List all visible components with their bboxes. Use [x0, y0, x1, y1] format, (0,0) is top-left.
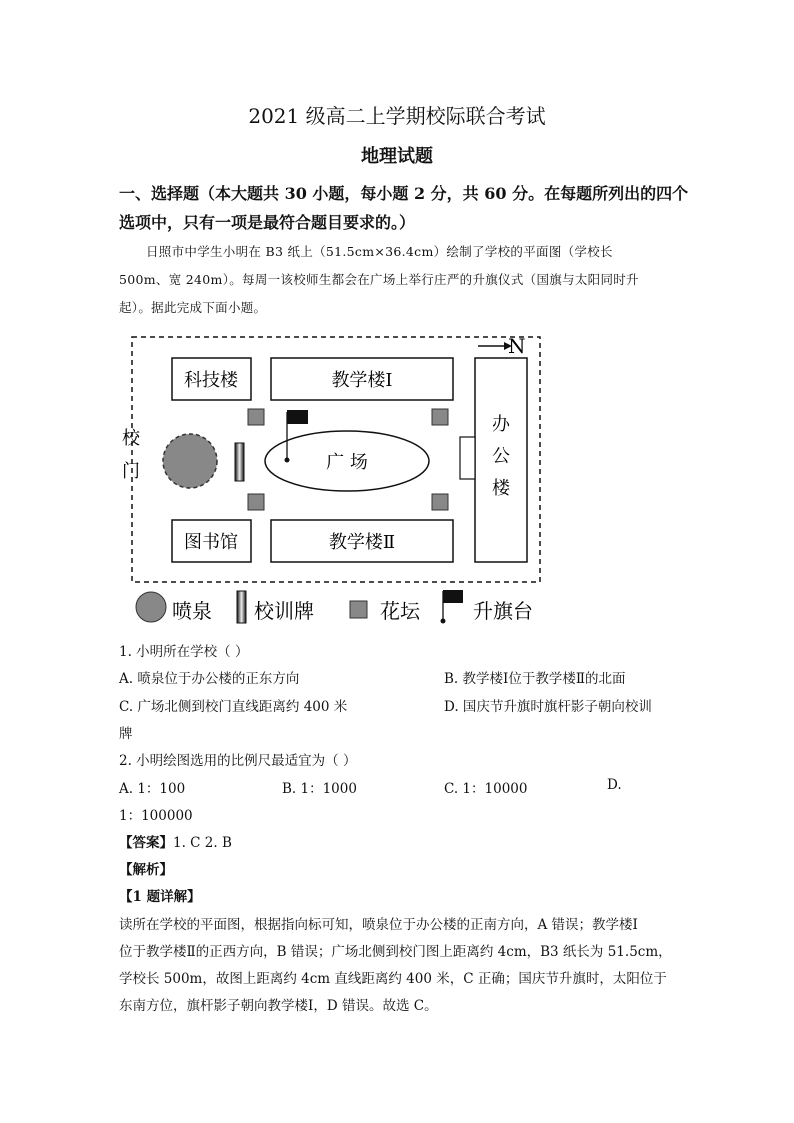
explanation-line3: 学校长 500m，故图上距离约 4cm 直线距离约 400 米，C 正确；国庆节升旗时，太阳位于: [119, 971, 667, 987]
legend-flag-icon: [441, 590, 464, 624]
office-label-3: 楼: [492, 478, 510, 499]
office-entrance: [460, 437, 475, 479]
flowerbed: [432, 409, 448, 425]
legend-sign-label: 校训牌: [254, 599, 314, 623]
keji-label: 科技楼: [184, 370, 238, 391]
intro-line3: 起）。据此完成下面小题。: [119, 300, 267, 315]
answer-line: [119, 831, 232, 851]
q2-option-c: C. 1：10000: [444, 781, 528, 797]
office-label-1: 办: [492, 414, 510, 435]
flowerbed: [432, 494, 448, 510]
exam-subtitle: 地理试题: [361, 146, 433, 167]
detail-label: 【1 题详解】: [119, 889, 201, 905]
q1-option-a: A. 喷泉位于办公楼的正东方向: [119, 671, 300, 687]
legend-flowerbed-icon: [350, 601, 367, 618]
q2-option-d-cont: 1：100000: [119, 808, 193, 824]
north-label: N: [508, 334, 526, 358]
legend-sign-icon: [237, 591, 246, 623]
q2-option-d: D.: [607, 777, 622, 793]
q1-option-d: D. 国庆节升旗时旗杆影子朝向校训: [444, 699, 652, 715]
flowerbed: [248, 409, 264, 425]
q1-option-c: C. 广场北侧到校门直线距离约 400 米: [119, 699, 348, 715]
flowerbed: [248, 494, 264, 510]
office-label-2: 公: [492, 446, 510, 467]
explanation-line4: 东南方位，旗杆影子朝向教学楼Ⅰ，D 错误。故选 C。: [119, 998, 438, 1014]
gate-label-1: 校: [122, 428, 140, 449]
q2-option-b: B. 1：1000: [282, 781, 357, 797]
intro-line1: 日照市中学生小明在 B3 纸上（51.5cm×36.4cm）绘制了学校的平面图（学校长: [146, 244, 613, 259]
q1-option-b: B. 教学楼Ⅰ位于教学楼Ⅱ的北面: [444, 671, 626, 687]
section-heading-line2: 选项中，只有一项是最符合题目要求的。）: [119, 213, 416, 232]
q2-option-a: A. 1：100: [119, 781, 186, 797]
analysis-label: 【解析】: [119, 862, 173, 878]
answer-value: 1. C 2. B: [173, 835, 232, 851]
north-arrow: [478, 342, 512, 350]
answer-label: 【答案】: [119, 835, 173, 851]
q1-stem: 1. 小明所在学校（ ）: [119, 644, 249, 660]
map-legend: [130, 587, 570, 629]
q1-option-d-cont: 牌: [119, 726, 133, 742]
exam-title: 2021 级高二上学期校际联合考试: [248, 104, 546, 128]
square-label: 广 场: [326, 452, 368, 473]
legend-fountain-label: 喷泉: [172, 599, 212, 623]
library-label: 图书馆: [184, 532, 238, 553]
teaching-building-1-label: 教学楼Ⅰ: [331, 370, 393, 391]
legend-flowerbed-label: 花坛: [380, 599, 420, 623]
gate-label-2: 门: [122, 461, 140, 482]
explanation-line1: 读所在学校的平面图，根据指向标可知，喷泉位于办公楼的正南方向，A 错误；教学楼Ⅰ: [119, 917, 638, 933]
teaching-building-2-label: 教学楼Ⅱ: [328, 532, 396, 553]
legend-flag-label: 升旗台: [473, 599, 533, 623]
motto-sign: [235, 443, 244, 481]
intro-line2: 500m、宽 240m）。每周一该校师生都会在广场上举行庄严的升旗仪式（国旗与太阳同时升: [119, 272, 639, 287]
q2-stem: 2. 小明绘图选用的比例尺最适宜为（ ）: [119, 753, 357, 769]
fountain: [163, 434, 217, 488]
section-heading-line1: 一、选择题（本大题共 30 小题，每小题 2 分，共 60 分。在每题所列出的四个: [119, 184, 689, 203]
explanation-line2: 位于教学楼Ⅱ的正西方向，B 错误；广场北侧到校门图上距离约 4cm，B3 纸长为 51.5cm，: [119, 944, 672, 960]
legend-fountain-icon: [136, 592, 166, 622]
